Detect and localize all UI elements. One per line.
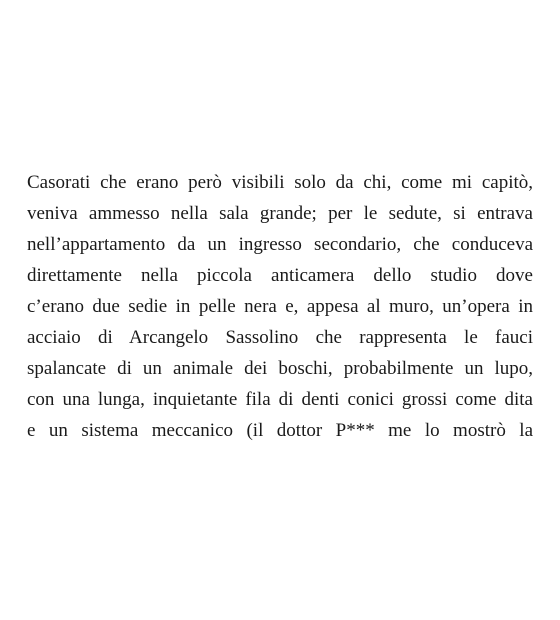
- text-line: acciaio di Arcangelo Sassolino che rappresenta le fauci: [27, 327, 533, 348]
- body-text: [27, 167, 533, 446]
- text-line: veniva ammesso nella sala grande; per le sedute, si entrava: [27, 203, 533, 224]
- text-line: e un sistema meccanico (il dottor P*** me lo mostrò la: [27, 420, 533, 441]
- text-line: Casorati che erano però visibili solo da chi, come mi capitò,: [27, 172, 533, 193]
- text-line: nell’appartamento da un ingresso secondario, che conduceva: [27, 234, 533, 255]
- text-line: con una lunga, inquietante fila di denti conici grossi come dita: [27, 389, 533, 410]
- text-line: c’erano due sedie in pelle nera e, appesa al muro, un’opera in: [27, 296, 533, 317]
- text-line: spalancate di un animale dei boschi, probabilmente un lupo,: [27, 358, 533, 379]
- text-line: direttamente nella piccola anticamera dello studio dove: [27, 265, 533, 286]
